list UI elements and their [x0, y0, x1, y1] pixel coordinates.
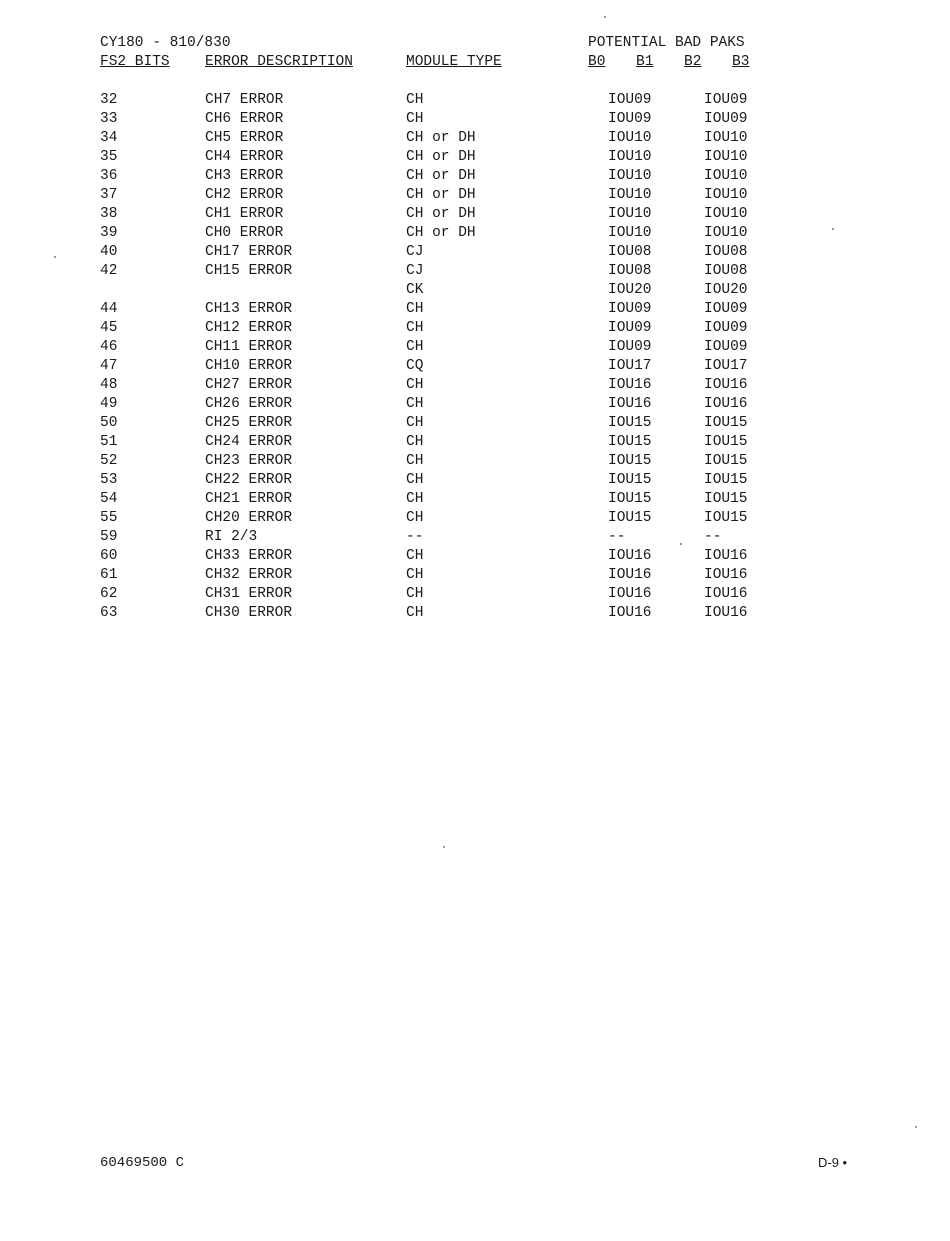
bad-pak-b0-b1-cell: --: [608, 529, 626, 545]
bad-pak-b0-b1-cell: IOU20: [608, 282, 652, 298]
fs2-bits-cell: 60: [100, 548, 118, 564]
table-row: [0, 509, 950, 528]
fs2-bits-cell: 46: [100, 339, 118, 355]
bad-pak-b2-b3-cell: IOU08: [704, 263, 748, 279]
scan-speck: [832, 228, 834, 230]
table-row: [0, 262, 950, 281]
bad-pak-b0-b1-cell: IOU09: [608, 301, 652, 317]
fs2-bits-cell: 44: [100, 301, 118, 317]
table-row: [0, 528, 950, 547]
bad-pak-b2-b3-cell: IOU16: [704, 396, 748, 412]
module-type-cell: CK: [406, 282, 424, 298]
error-description-cell: CH1 ERROR: [205, 206, 284, 222]
bad-pak-b0-b1-cell: IOU16: [608, 396, 652, 412]
bad-pak-b2-b3-cell: IOU08: [704, 244, 748, 260]
module-type-cell: CH: [406, 339, 424, 355]
fs2-bits-cell: 42: [100, 263, 118, 279]
module-type-cell: CH or DH: [406, 225, 476, 241]
module-type-cell: CH: [406, 510, 424, 526]
module-type-cell: CJ: [406, 244, 424, 260]
error-description-cell: CH10 ERROR: [205, 358, 293, 374]
module-type-cell: CQ: [406, 358, 424, 374]
column-header-b3: B3: [732, 54, 750, 70]
bad-pak-b0-b1-cell: IOU09: [608, 92, 652, 108]
module-type-cell: CH or DH: [406, 206, 476, 222]
table-row: [0, 319, 950, 338]
error-description-cell: CH22 ERROR: [205, 472, 293, 488]
table-row: [0, 452, 950, 471]
table-row: [0, 281, 950, 300]
fs2-bits-cell: 36: [100, 168, 118, 184]
table-row: [0, 110, 950, 129]
bad-pak-b0-b1-cell: IOU15: [608, 510, 652, 526]
bad-pak-b2-b3-cell: IOU15: [704, 415, 748, 431]
bad-pak-b0-b1-cell: IOU16: [608, 548, 652, 564]
table-row: [0, 547, 950, 566]
module-type-cell: CH: [406, 415, 424, 431]
error-description-cell: CH27 ERROR: [205, 377, 293, 393]
bad-pak-b2-b3-cell: IOU16: [704, 548, 748, 564]
table-row: [0, 566, 950, 585]
bad-pak-b0-b1-cell: IOU16: [608, 586, 652, 602]
fs2-bits-cell: 53: [100, 472, 118, 488]
error-description-cell: CH4 ERROR: [205, 149, 284, 165]
bad-pak-b2-b3-cell: IOU10: [704, 187, 748, 203]
table-row: [0, 414, 950, 433]
bad-pak-b0-b1-cell: IOU15: [608, 434, 652, 450]
module-type-cell: CH: [406, 320, 424, 336]
error-description-cell: CH32 ERROR: [205, 567, 293, 583]
table-row: [0, 129, 950, 148]
bad-pak-b0-b1-cell: IOU10: [608, 130, 652, 146]
bad-pak-b2-b3-cell: IOU09: [704, 92, 748, 108]
bad-pak-b0-b1-cell: IOU09: [608, 339, 652, 355]
bad-pak-b0-b1-cell: IOU10: [608, 149, 652, 165]
table-row: [0, 224, 950, 243]
module-type-cell: CH: [406, 92, 424, 108]
error-description-cell: CH26 ERROR: [205, 396, 293, 412]
error-description-cell: CH31 ERROR: [205, 586, 293, 602]
bad-pak-b2-b3-cell: IOU15: [704, 434, 748, 450]
bad-pak-b0-b1-cell: IOU16: [608, 377, 652, 393]
table-row: [0, 376, 950, 395]
module-type-cell: CH: [406, 586, 424, 602]
bad-pak-b2-b3-cell: IOU09: [704, 339, 748, 355]
fs2-bits-cell: 59: [100, 529, 118, 545]
table-row: [0, 300, 950, 319]
bad-pak-b0-b1-cell: IOU15: [608, 491, 652, 507]
document-title: CY180 - 810/830: [100, 35, 231, 51]
table-row: [0, 471, 950, 490]
bad-pak-b0-b1-cell: IOU16: [608, 605, 652, 621]
bad-pak-b2-b3-cell: IOU10: [704, 149, 748, 165]
bad-pak-b0-b1-cell: IOU10: [608, 168, 652, 184]
module-type-cell: CH: [406, 396, 424, 412]
error-description-cell: CH12 ERROR: [205, 320, 293, 336]
error-description-cell: RI 2/3: [205, 529, 258, 545]
bad-pak-b0-b1-cell: IOU15: [608, 415, 652, 431]
bad-pak-b0-b1-cell: IOU16: [608, 567, 652, 583]
table-row: [0, 205, 950, 224]
error-description-cell: CH3 ERROR: [205, 168, 284, 184]
module-type-cell: CH: [406, 491, 424, 507]
module-type-cell: --: [406, 529, 424, 545]
column-header-b0: B0: [588, 54, 606, 70]
bad-pak-b2-b3-cell: IOU10: [704, 130, 748, 146]
error-description-cell: CH11 ERROR: [205, 339, 293, 355]
fs2-bits-cell: 33: [100, 111, 118, 127]
bad-pak-b2-b3-cell: IOU15: [704, 472, 748, 488]
bad-pak-b0-b1-cell: IOU15: [608, 453, 652, 469]
bad-pak-b2-b3-cell: IOU09: [704, 301, 748, 317]
module-type-cell: CH or DH: [406, 149, 476, 165]
table-row: [0, 395, 950, 414]
bad-pak-b2-b3-cell: IOU16: [704, 377, 748, 393]
bad-pak-b2-b3-cell: --: [704, 529, 722, 545]
table-row: [0, 243, 950, 262]
module-type-cell: CH: [406, 453, 424, 469]
table-row: [0, 585, 950, 604]
fs2-bits-cell: 61: [100, 567, 118, 583]
bad-pak-b0-b1-cell: IOU17: [608, 358, 652, 374]
bad-pak-b2-b3-cell: IOU16: [704, 567, 748, 583]
module-type-cell: CH: [406, 377, 424, 393]
bad-pak-b2-b3-cell: IOU20: [704, 282, 748, 298]
scan-speck: [915, 1126, 917, 1128]
fs2-bits-cell: 63: [100, 605, 118, 621]
bad-pak-b2-b3-cell: IOU15: [704, 453, 748, 469]
fs2-bits-cell: 40: [100, 244, 118, 260]
module-type-cell: CH: [406, 301, 424, 317]
document-number: 60469500 C: [100, 1155, 185, 1171]
bad-pak-b0-b1-cell: IOU10: [608, 225, 652, 241]
error-description-cell: CH30 ERROR: [205, 605, 293, 621]
bad-pak-b2-b3-cell: IOU10: [704, 225, 748, 241]
fs2-bits-cell: 49: [100, 396, 118, 412]
error-description-cell: CH25 ERROR: [205, 415, 293, 431]
fs2-bits-cell: 38: [100, 206, 118, 222]
bad-pak-b0-b1-cell: IOU08: [608, 263, 652, 279]
column-header-error-description: ERROR DESCRIPTION: [205, 54, 353, 70]
page-number: D-9 •: [818, 1155, 848, 1170]
table-row: [0, 338, 950, 357]
fs2-bits-cell: 54: [100, 491, 118, 507]
error-description-cell: CH24 ERROR: [205, 434, 293, 450]
module-type-cell: CJ: [406, 263, 424, 279]
module-type-cell: CH or DH: [406, 130, 476, 146]
error-description-cell: CH6 ERROR: [205, 111, 284, 127]
error-description-cell: CH13 ERROR: [205, 301, 293, 317]
fs2-bits-cell: 45: [100, 320, 118, 336]
bad-pak-b2-b3-cell: IOU10: [704, 168, 748, 184]
fs2-bits-cell: 47: [100, 358, 118, 374]
bad-pak-b2-b3-cell: IOU09: [704, 111, 748, 127]
table-row: [0, 148, 950, 167]
fs2-bits-cell: 50: [100, 415, 118, 431]
fs2-bits-cell: 55: [100, 510, 118, 526]
table-row: [0, 433, 950, 452]
module-type-cell: CH: [406, 111, 424, 127]
error-description-cell: CH15 ERROR: [205, 263, 293, 279]
module-type-cell: CH: [406, 472, 424, 488]
bad-pak-b0-b1-cell: IOU15: [608, 472, 652, 488]
module-type-cell: CH: [406, 567, 424, 583]
column-header-b1: B1: [636, 54, 654, 70]
error-description-cell: CH5 ERROR: [205, 130, 284, 146]
column-header-module-type: MODULE TYPE: [406, 54, 502, 70]
bad-pak-b0-b1-cell: IOU09: [608, 320, 652, 336]
potential-bad-paks-heading: POTENTIAL BAD PAKS: [588, 35, 745, 51]
error-description-cell: CH0 ERROR: [205, 225, 284, 241]
bad-pak-b2-b3-cell: IOU15: [704, 491, 748, 507]
fs2-bits-cell: 37: [100, 187, 118, 203]
fs2-bits-cell: 48: [100, 377, 118, 393]
module-type-cell: CH: [406, 434, 424, 450]
bad-pak-b2-b3-cell: IOU17: [704, 358, 748, 374]
bad-pak-b2-b3-cell: IOU09: [704, 320, 748, 336]
bad-pak-b0-b1-cell: IOU08: [608, 244, 652, 260]
fs2-bits-cell: 35: [100, 149, 118, 165]
bad-pak-b2-b3-cell: IOU16: [704, 586, 748, 602]
bad-pak-b0-b1-cell: IOU10: [608, 187, 652, 203]
error-table-body: [0, 91, 950, 623]
error-description-cell: CH23 ERROR: [205, 453, 293, 469]
module-type-cell: CH or DH: [406, 168, 476, 184]
column-header-fs2-bits: FS2 BITS: [100, 54, 170, 70]
module-type-cell: CH: [406, 548, 424, 564]
scan-speck: [443, 846, 445, 848]
table-row: [0, 167, 950, 186]
bad-pak-b2-b3-cell: IOU16: [704, 605, 748, 621]
error-description-cell: CH20 ERROR: [205, 510, 293, 526]
table-row: [0, 91, 950, 110]
error-description-cell: CH21 ERROR: [205, 491, 293, 507]
bad-pak-b0-b1-cell: IOU10: [608, 206, 652, 222]
scan-speck: [680, 543, 682, 545]
table-row: [0, 490, 950, 509]
module-type-cell: CH or DH: [406, 187, 476, 203]
fs2-bits-cell: 39: [100, 225, 118, 241]
bad-pak-b2-b3-cell: IOU15: [704, 510, 748, 526]
error-description-cell: CH17 ERROR: [205, 244, 293, 260]
fs2-bits-cell: 62: [100, 586, 118, 602]
error-description-cell: CH7 ERROR: [205, 92, 284, 108]
module-type-cell: CH: [406, 605, 424, 621]
fs2-bits-cell: 34: [100, 130, 118, 146]
scan-speck: [54, 256, 56, 258]
bad-pak-b2-b3-cell: IOU10: [704, 206, 748, 222]
table-row: [0, 357, 950, 376]
fs2-bits-cell: 32: [100, 92, 118, 108]
column-header-b2: B2: [684, 54, 702, 70]
error-description-cell: CH2 ERROR: [205, 187, 284, 203]
table-row: [0, 604, 950, 623]
bad-pak-b0-b1-cell: IOU09: [608, 111, 652, 127]
error-description-cell: CH33 ERROR: [205, 548, 293, 564]
scan-speck: [604, 16, 606, 18]
fs2-bits-cell: 51: [100, 434, 118, 450]
fs2-bits-cell: 52: [100, 453, 118, 469]
table-row: [0, 186, 950, 205]
